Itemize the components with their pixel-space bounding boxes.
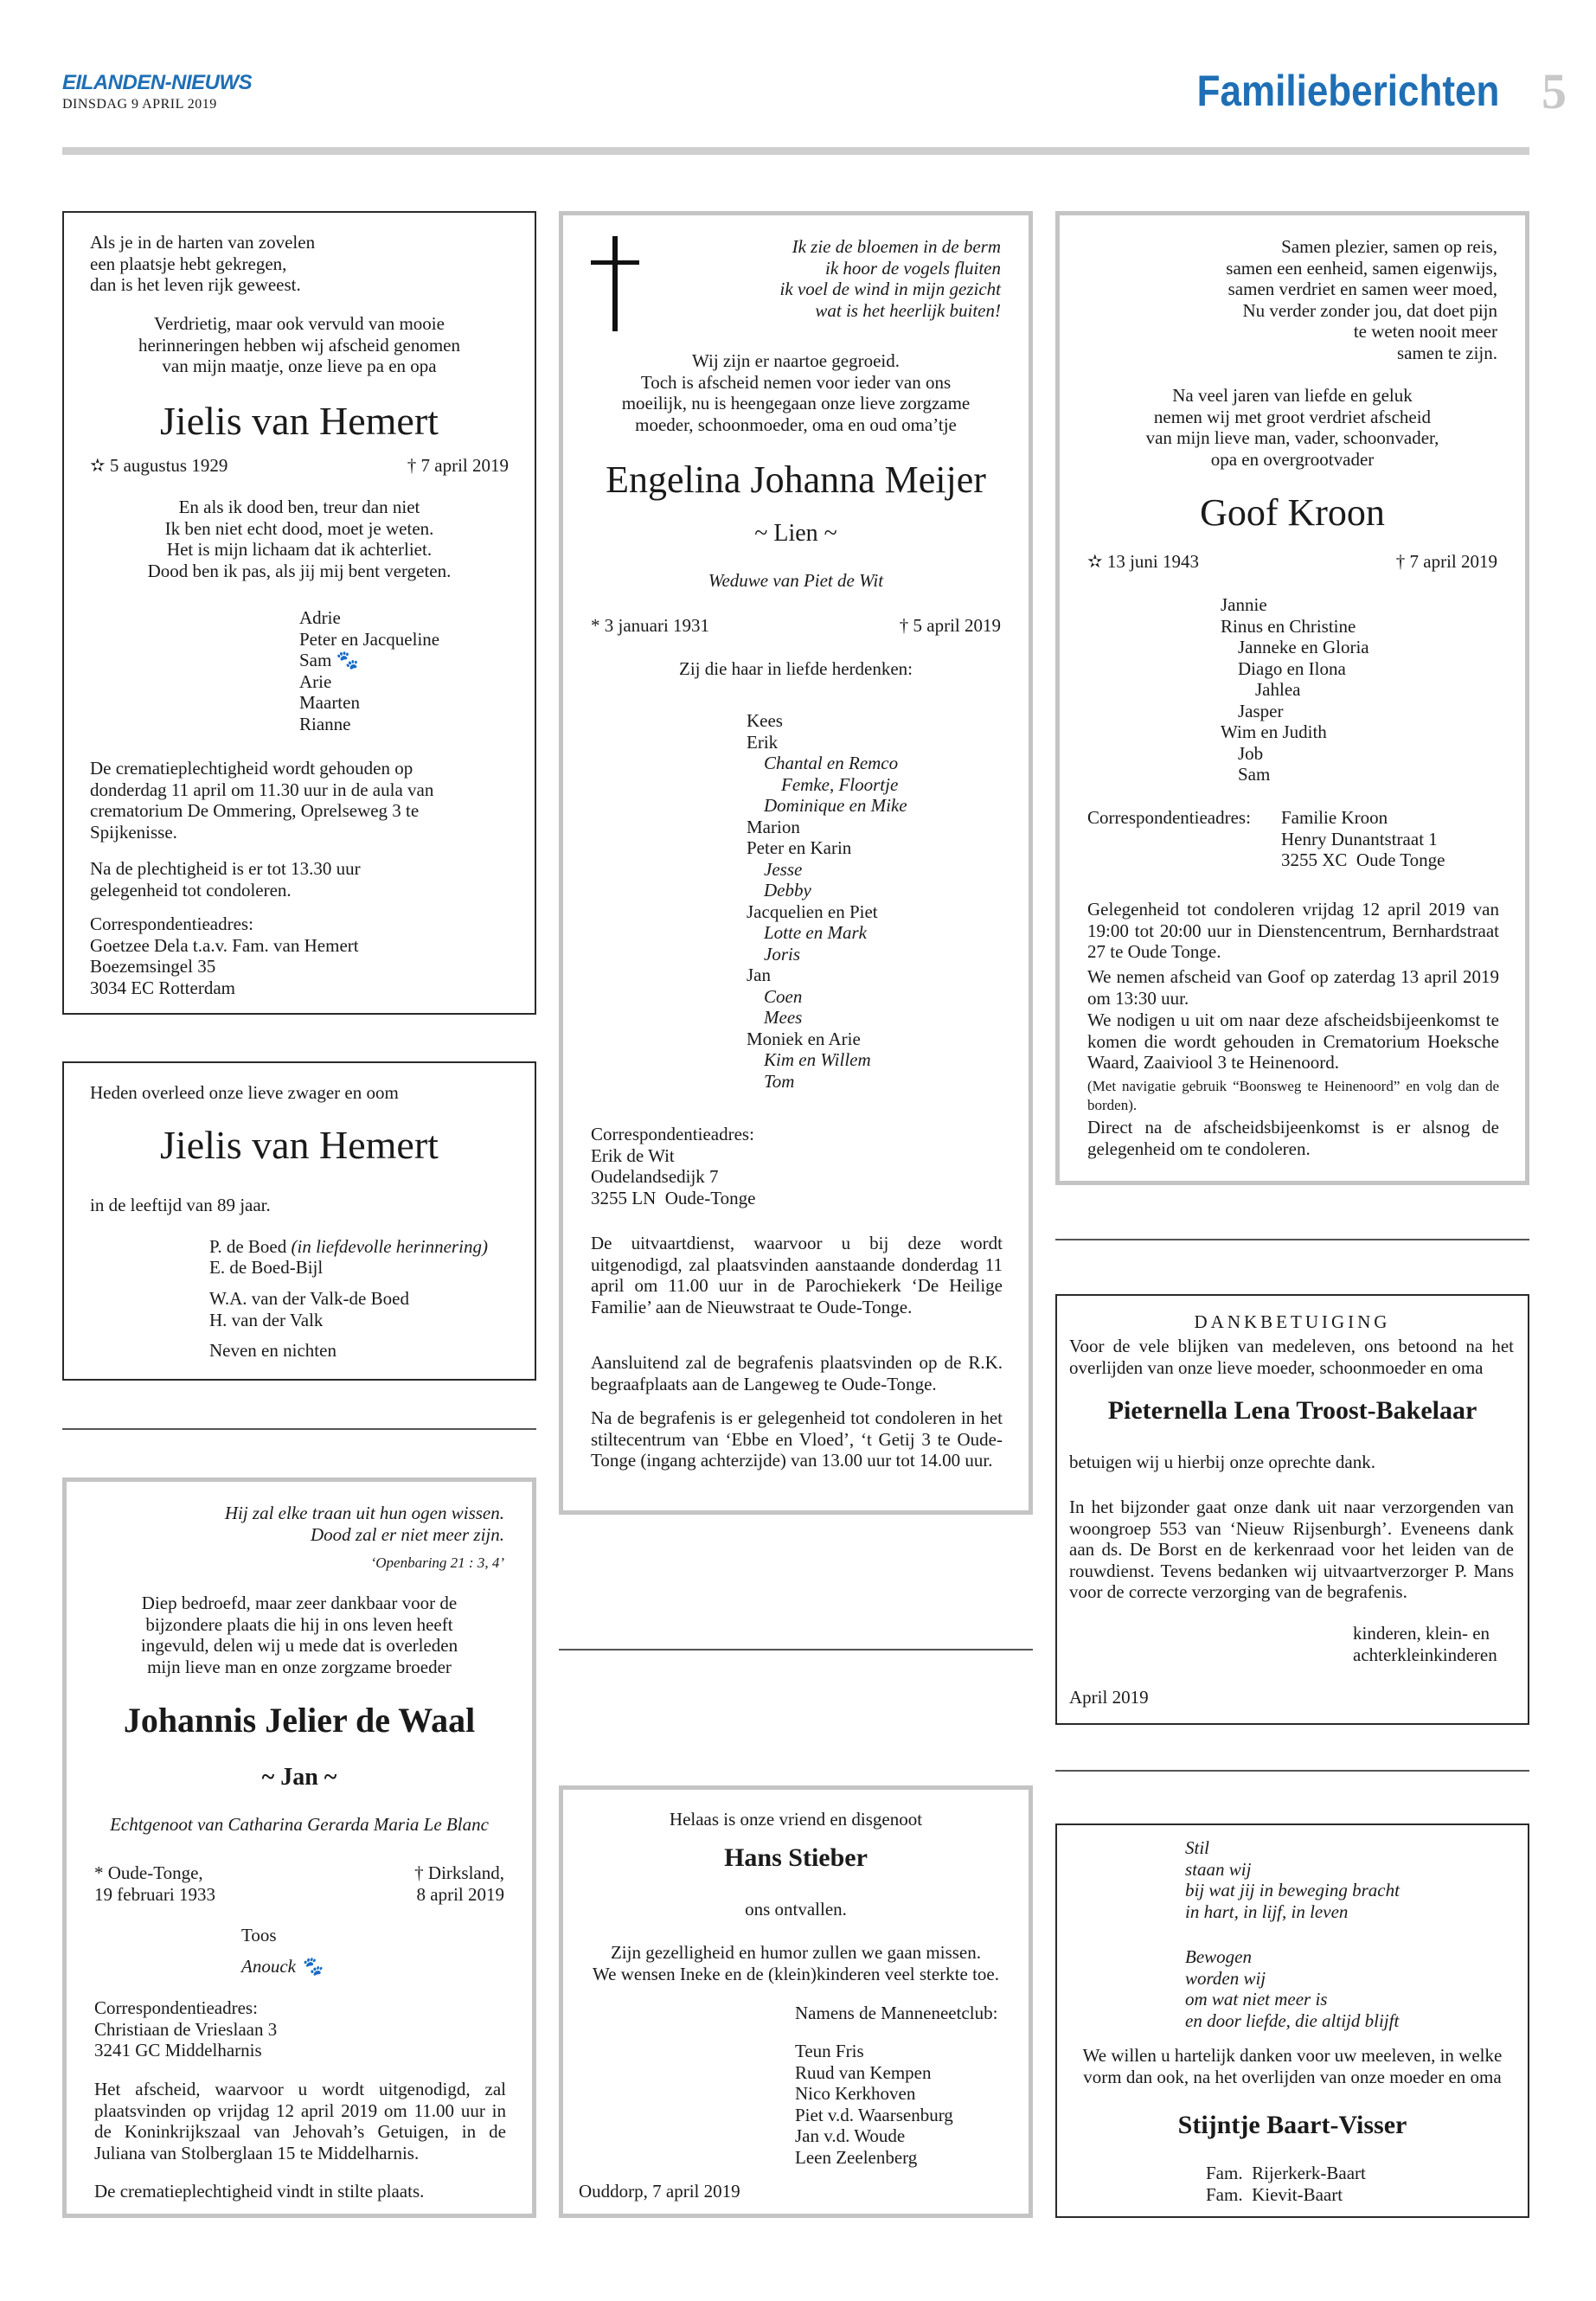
fallen-line: ons ontvallen. [745, 1899, 847, 1920]
invitation-text: We nodigen u uit om naar deze afscheidsbijeenkomst te komen die wordt gehouden in Crematorium Hoeksche Waard, Zaaiviool 3 te Heinenoord. [1087, 1009, 1499, 1073]
family-member: Lotte en Mark [764, 922, 867, 943]
poem-part-2: Bewogen worden wij om wat niet meer is en door liefde, die altijd blijft [1185, 1946, 1400, 2031]
family-member: Janneke en Gloria [1238, 637, 1369, 657]
notice-intro: Verdrietig, maar ook vervuld van mooie herinneringen hebben wij afscheid genomen van mijn maatje, onze lieve pa en opa [138, 313, 461, 376]
family-member: Coen [764, 985, 803, 1007]
section-title: Familieberichten [1196, 67, 1499, 115]
family-member: Jannie [1221, 594, 1267, 615]
notice-intro: Helaas is onze vriend en disgenoot [669, 1809, 923, 1830]
notice-de-waal [62, 1477, 536, 2218]
notice-kroon [1055, 211, 1529, 1185]
family-member: Wim en Judith [1221, 721, 1327, 742]
club-line: Namens de Manneneetclub: [795, 2003, 998, 2023]
family-member: Sam [1238, 764, 1271, 785]
signatory-valk: W.A. van der Valk-de Boed H. van der Valk [209, 1288, 409, 1330]
family-member: Kees [747, 710, 783, 731]
column-divider [1055, 1239, 1529, 1240]
family-member: Jacquelien en Piet [747, 901, 878, 922]
birth-info: * Oude-Tonge, 19 februari 1933 [94, 1862, 215, 1905]
family-member: Jasper [1238, 700, 1284, 721]
page-number: 5 [1542, 63, 1567, 119]
condolence-text: Gelegenheid tot condoleren vrijdag 12 april 2019 van 19:00 tot 20:00 uur in Dienstencentrum, Bernhardstraat 27 te Oude Tonge. [1087, 899, 1499, 962]
family-member: Debby [764, 880, 811, 901]
family-member: Chantal en Remco [764, 753, 899, 773]
family-list [1221, 594, 1480, 785]
family-list: Adrie Peter en Jacqueline Sam 🐾 Arie Maarten Rianne [299, 607, 440, 734]
death-date: † 5 april 2019 [899, 615, 1001, 636]
notice-intro: Heden overleed onze lieve zwager en oom [90, 1082, 399, 1103]
notice-intro: Na veel jaren van liefde en geluk nemen wij met groot verdriet afscheid van mijn lieve man, vader, schoonvader, opa en overgrootvader [1145, 385, 1439, 470]
family-member: Jan [747, 965, 771, 985]
burial-text: Aansluitend zal de begrafenis plaatsvinden op de R.K. begraafplaats aan de Langeweg te Oude-Tonge. [591, 1352, 1003, 1394]
column-divider [559, 1649, 1033, 1650]
after-text: Direct na de afscheidsbijeenkomst is er alsnog de gelegenheid om te condoleren. [1087, 1117, 1499, 1159]
farewell-text: We nemen afscheid van Goof op zaterdag 13 april 2019 om 13:30 uur. [1087, 966, 1499, 1009]
correspondence-address: Familie Kroon Henry Dunantstraat 1 3255 XC Oude Tonge [1281, 807, 1445, 870]
deceased-name: Pieternella Lena Troost-Bakelaar [1107, 1396, 1477, 1425]
deceased-nickname: ~ Jan ~ [261, 1764, 337, 1791]
notice-hemert-relatives [62, 1061, 536, 1381]
family-member: Erik [747, 731, 779, 753]
tribute-text: Zijn gezelligheid en humor zullen we gaan missen. We wensen Ineke en de (klein)kinderen veel sterkte toe. [592, 1942, 1000, 1984]
notice-intro: We willen u hartelijk danken voor uw meeleven, in welke vorm dan ook, na het overlijden van onze moeder en oma [1082, 2045, 1503, 2087]
opening-poem: Als je in de harten van zovelen een plaatsje hebt gekregen, dan is het leven rijk geweest. [90, 232, 316, 295]
death-info: † Dirksland, 8 april 2019 [414, 1862, 504, 1905]
condolence-text: Na de plechtigheid is er tot 13.30 uur gelegenheid tot condoleren. [90, 858, 361, 901]
deceased-name: Goof Kroon [1200, 491, 1385, 534]
verse: En als ik dood ben, treur dan niet Ik ben niet echt dood, moet je weten. Het is mijn lichaam dat ik achterliet. Dood ben ik pas, als jij mij bent vergeten. [147, 497, 452, 581]
ceremony-text: De crematieplechtigheid wordt gehouden op donderdag 11 april om 11.30 uur in de aula van crematorium De Ommering, Oprelseweg 3 te Spijkenisse. [90, 758, 434, 843]
signatories: kinderen, klein- en achterkleinkinderen [1353, 1623, 1497, 1665]
birth-date: * 3 januari 1931 [591, 615, 710, 636]
deceased-name: Engelina Johanna Meijer [606, 458, 986, 501]
signatory-boed-bijl: E. de Boed-Bijl [209, 1257, 324, 1278]
widow-line: Weduwe van Piet de Wit [708, 570, 884, 591]
family-member: Mees [764, 1007, 803, 1028]
thanks-line: betuigen wij u hierbij onze oprechte dank. [1069, 1452, 1375, 1472]
signatories: Fam. Rijerkerk-Baart Fam. Kievit-Baart [1206, 2163, 1366, 2205]
correspondence-address: Correspondentieadres: Christiaan de Vrieslaan 3 3241 GC Middelharnis [94, 1997, 278, 2061]
family-member: Jesse [764, 858, 803, 880]
deceased-name: Hans Stieber [724, 1843, 868, 1872]
notice-meijer [559, 211, 1033, 1515]
family-member: Marion [747, 816, 800, 837]
masthead-logo: EILANDEN-NIEUWS [62, 71, 253, 94]
cross-icon [589, 236, 641, 331]
notice-stieber [559, 1785, 1033, 2218]
birth-date: ✫ 5 augustus 1929 [90, 455, 228, 476]
issue-date: DINSDAG 9 APRIL 2019 [62, 97, 217, 112]
ceremony-text: Het afscheid, waarvoor u wordt uitgenodigd, zal plaatsvinden op vrijdag 12 april 2019 om 11.00 uur in de Koninkrijkszaal van Jehovah’s Getuigen, in de Juliana van Stolberglaan 15 te Middelharnis. [94, 2079, 506, 2163]
family-member: Peter en Karin [747, 837, 852, 858]
column-divider [1055, 1770, 1529, 1772]
navigation-note: (Met navigatie gebruik “Boonsweg te Heinenoord” en volg dan de borden). [1087, 1078, 1499, 1113]
remember-line: Zij die haar in liefde herdenken: [679, 658, 913, 679]
family-list [747, 710, 1006, 1092]
family-member: Job [1238, 742, 1264, 764]
family-member: Tom [764, 1070, 795, 1092]
family-member: Rinus en Christine [1221, 615, 1356, 637]
opening-poem: Ik zie de bloemen in de berm ik hoor de vogels fluiten ik voel de wind in mijn gezicht wat is het heerlijk buiten! [779, 236, 1001, 321]
header-rule [62, 147, 1529, 155]
family-member: Jahlea [1255, 679, 1301, 700]
notice-hemert-family [62, 211, 536, 1015]
deceased-name: Johannis Jelier de Waal [123, 1701, 476, 1740]
family-member: Moniek en Arie [747, 1028, 861, 1049]
deceased-name: Jielis van Hemert [160, 399, 439, 443]
family-member: Dominique en Mike [764, 795, 907, 816]
signatory-cousins: Neven en nichten [209, 1340, 337, 1361]
birth-date: ✫ 13 juni 1943 [1087, 551, 1200, 572]
family-member: Kim en Willem [764, 1049, 871, 1070]
column-divider [62, 1428, 536, 1430]
family-anouck: Anouck 🐾 [241, 1956, 324, 1977]
service-text: De uitvaartdienst, waarvoor u bij deze wordt uitgenodigd, zal plaatsvinden aanstaande donderdag 11 april om 11.00 uur in de Parochiekerk ‘De Heilige Familie’ aan de Nieuwstraat te Oude-Tonge. [591, 1233, 1003, 1317]
cremation-text: De crematieplechtigheid vindt in stilte plaats. [94, 2181, 425, 2202]
correspondence-address: Correspondentieadres: Erik de Wit Oudelandsedijk 7 3255 LN Oude-Tonge [591, 1124, 756, 1208]
notice-intro: Wij zijn er naartoe gegroeid. Toch is afscheid nemen voor ieder van ons moeilijk, nu is heengegaan onze lieve zorgzame moeder, schoonmoeder, oma en oud oma’tje [621, 350, 971, 435]
address-label: Correspondentieadres: [1087, 807, 1251, 828]
bible-reference: ‘Openbaring 21 : 3, 4’ [370, 1554, 504, 1571]
signatory-boed: P. de Boed (in liefdevolle herinnering) [209, 1236, 488, 1257]
deceased-nickname: ~ Lien ~ [754, 520, 837, 547]
notice-date: April 2019 [1069, 1687, 1149, 1708]
family-member: Femke, Floortje [781, 773, 899, 795]
member-list: Teun Fris Ruud van Kempen Nico Kerkhoven Piet v.d. Waarsenburg Jan v.d. Woude Leen Zeelenberg [795, 2041, 953, 2168]
notice-baart-visser [1055, 1823, 1529, 2218]
family-toos: Toos [241, 1925, 277, 1945]
place-date: Ouddorp, 7 april 2019 [579, 2181, 740, 2202]
spouse-line: Echtgenoot van Catharina Gerarda Maria Le Blanc [110, 1814, 489, 1835]
poem-part-1: Stil staan wij bij wat jij in beweging bracht in hart, in lijf, in leven [1185, 1837, 1400, 1922]
opening-poem: Samen plezier, samen op reis, samen een eenheid, samen eigenwijs, samen verdriet en samen weer moed, Nu verder zonder jou, dat doet pijn te weten nooit meer samen te zijn. [1226, 236, 1497, 363]
correspondence-address: Correspondentieadres: Goetzee Dela t.a.v. Fam. van Hemert Boezemsingel 35 3034 EC Rotterdam [90, 913, 359, 998]
family-member: Diago en Ilona [1238, 657, 1346, 679]
age-text: in de leeftijd van 89 jaar. [90, 1195, 271, 1215]
thanks-body: In het bijzonder gaat onze dank uit naar verzorgenden van woongroep 553 van ‘Nieuw Rijsenburgh’. Eveneens dank aan ds. De Borst en de kerkenraad voor het leiden van de rouwdienst. Tevens bedanken wij uitvaartverzorger P. Mans voor de correcte verzorging van de begrafenis. [1069, 1497, 1514, 1602]
bible-verse: Hij zal elke traan uit hun ogen wissen. Dood zal er niet meer zijn. [224, 1503, 504, 1545]
notice-title: DANKBETUIGING [1194, 1311, 1391, 1332]
deceased-name: Stijntje Baart-Visser [1177, 2111, 1407, 2139]
death-date: † 7 april 2019 [1395, 551, 1497, 572]
family-member: Joris [764, 943, 800, 965]
condolence-text: Na de begrafenis is er gelegenheid tot condoleren in het stiltecentrum van ‘Ebbe en Vloed’, ‘t Getij 3 te Oude-Tonge (ingang achterzijde) van 13.00 uur tot 14.00 uur. [591, 1407, 1003, 1471]
notice-intro: Voor de vele blijken van medeleven, ons betoond na het overlijden van onze lieve moeder, schoonmoeder en oma [1069, 1336, 1514, 1378]
notice-dankbetuiging [1055, 1294, 1529, 1725]
notice-intro: Diep bedroefd, maar zeer dankbaar voor de bijzondere plaats die hij in ons leven heeft ingevuld, delen wij u mede dat is overleden mijn lieve man en onze zorgzame broeder [140, 1593, 458, 1677]
deceased-name: Jielis van Hemert [160, 1123, 439, 1167]
death-date: † 7 april 2019 [407, 455, 509, 476]
